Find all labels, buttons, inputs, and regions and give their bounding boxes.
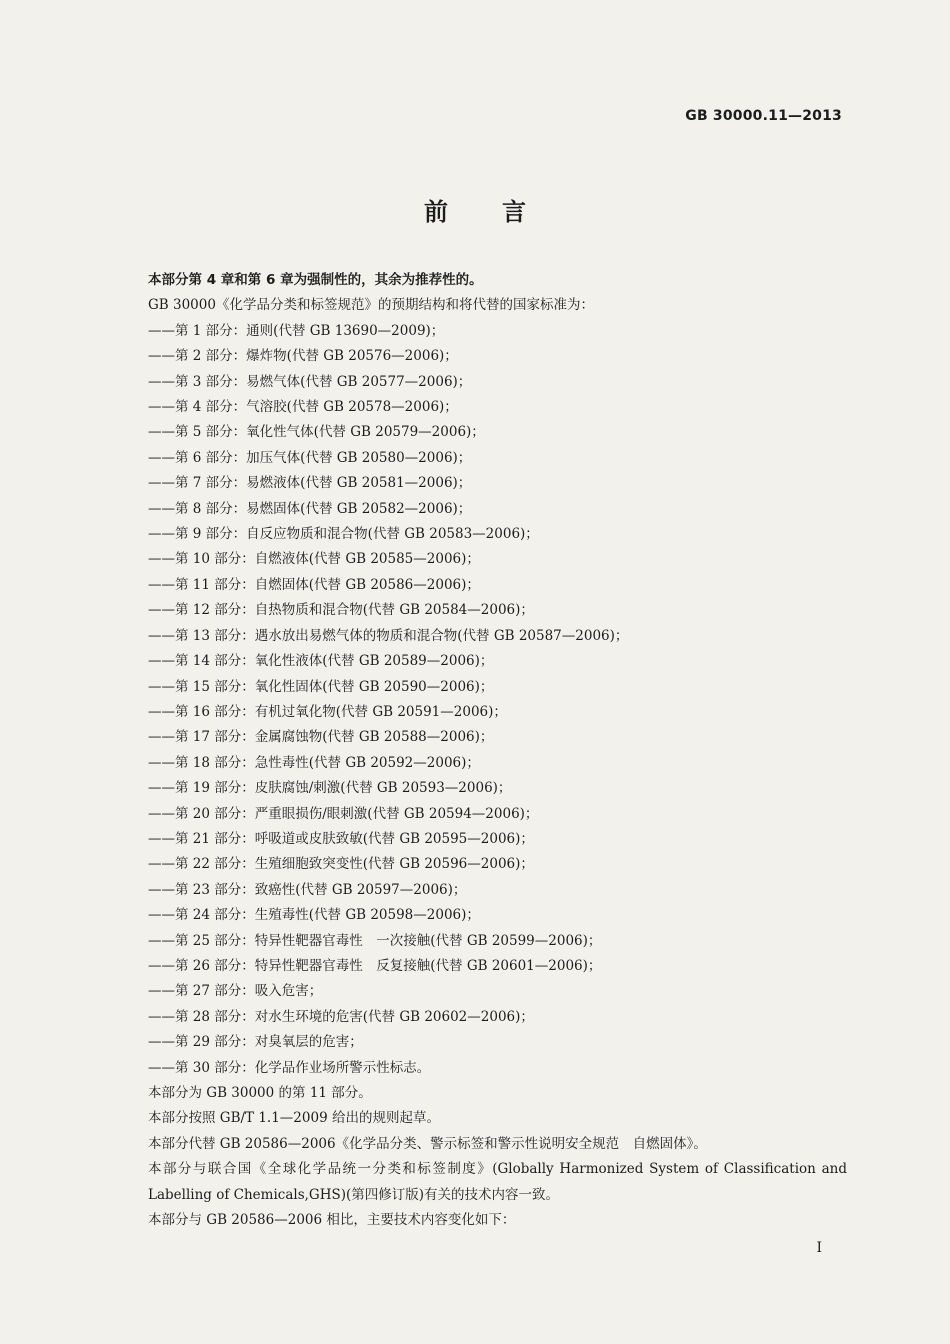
list-item: ——第 19 部分：皮肤腐蚀/刺激(代替 GB 20593—2006)； [148, 780, 512, 797]
structure-intro: GB 30000《化学品分类和标签规范》的预期结构和将代替的国家标准为： [148, 297, 594, 314]
list-item: ——第 12 部分：自热物质和混合物(代替 GB 20584—2006)； [148, 602, 534, 619]
document-code: GB 30000.11—2013 [685, 108, 842, 124]
list-item: ——第 29 部分：对臭氧层的危害； [148, 1034, 363, 1051]
changes-intro: 本部分与 GB 20586—2006 相比，主要技术内容变化如下： [148, 1212, 516, 1229]
list-item: ——第 16 部分：有机过氧化物(代替 GB 20591—2006)； [148, 703, 507, 720]
list-item: ——第 25 部分：特异性靶器官毒性 一次接触(代替 GB 20599—2006)； [148, 932, 602, 949]
replacement-statement: 本部分代替 GB 20586—2006《化学品分类、警示标签和警示性说明安全规范 自燃固体》。 [148, 1135, 707, 1152]
parts-list [115, 319, 847, 1081]
list-item: ——第 28 部分：对水生环境的危害(代替 GB 20602—2006)； [148, 1008, 534, 1025]
list-item: ——第 11 部分：自燃固体(代替 GB 20586—2006)； [148, 576, 480, 593]
list-item: ——第 20 部分：严重眼损伤/眼刺激(代替 GB 20594—2006)； [148, 805, 539, 822]
list-item: ——第 15 部分：氧化性固体(代替 GB 20590—2006)； [148, 678, 494, 695]
foreword-body [115, 268, 847, 1233]
list-item: ——第 13 部分：遇水放出易燃气体的物质和混合物(代替 GB 20587—2006)； [148, 627, 629, 644]
list-item: ——第 22 部分：生殖细胞致突变性(代替 GB 20596—2006)； [148, 856, 534, 873]
drafting-rules: 本部分按照 GB/T 1.1—2009 给出的规则起草。 [148, 1110, 440, 1127]
list-item: ——第 30 部分：化学品作业场所警示性标志。 [148, 1059, 431, 1076]
list-item: ——第 7 部分：易燃液体(代替 GB 20581—2006)； [148, 475, 472, 492]
mandatory-statement: 本部分第 4 章和第 6 章为强制性的，其余为推荐性的。 [148, 272, 483, 288]
list-item: ——第 4 部分：气溶胶(代替 GB 20578—2006)； [148, 399, 458, 416]
page-number: I [816, 1240, 822, 1256]
part-statement: 本部分为 GB 30000 的第 11 部分。 [148, 1085, 372, 1101]
list-item: ——第 9 部分：自反应物质和混合物(代替 GB 20583—2006)； [148, 526, 539, 543]
list-item: ——第 2 部分：爆炸物(代替 GB 20576—2006)； [148, 348, 458, 365]
list-item: ——第 27 部分：吸入危害； [148, 983, 323, 1000]
list-item: ——第 24 部分：生殖毒性(代替 GB 20598—2006)； [148, 907, 480, 924]
list-item: ——第 5 部分：氧化性气体(代替 GB 20579—2006)； [148, 424, 485, 441]
list-item: ——第 1 部分：通则(代替 GB 13690—2009)； [148, 322, 445, 339]
consistency-statement: 本部分与联合国《全球化学品统一分类和标签制度》(Globally Harmonized System of Classification and Labelling of Chemicals,GHS)(第四修订版)有关的技术内容一致。 [148, 1161, 847, 1203]
list-item: ——第 26 部分：特异性靶器官毒性 反复接触(代替 GB 20601—2006)； [148, 957, 602, 974]
list-item: ——第 18 部分：急性毒性(代替 GB 20592—2006)； [148, 754, 480, 771]
list-item: ——第 8 部分：易燃固体(代替 GB 20582—2006)； [148, 500, 472, 517]
list-item: ——第 17 部分：金属腐蚀物(代替 GB 20588—2006)； [148, 729, 494, 746]
list-item: ——第 23 部分：致癌性(代替 GB 20597—2006)； [148, 881, 467, 898]
list-item: ——第 6 部分：加压气体(代替 GB 20580—2006)； [148, 449, 472, 466]
page-title: 前言 [424, 198, 580, 226]
list-item: ——第 3 部分：易燃气体(代替 GB 20577—2006)； [148, 373, 472, 390]
list-item: ——第 21 部分：呼吸道或皮肤致敏(代替 GB 20595—2006)； [148, 830, 534, 847]
list-item: ——第 10 部分：自燃液体(代替 GB 20585—2006)； [148, 551, 480, 568]
list-item: ——第 14 部分：氧化性液体(代替 GB 20589—2006)； [148, 653, 494, 670]
